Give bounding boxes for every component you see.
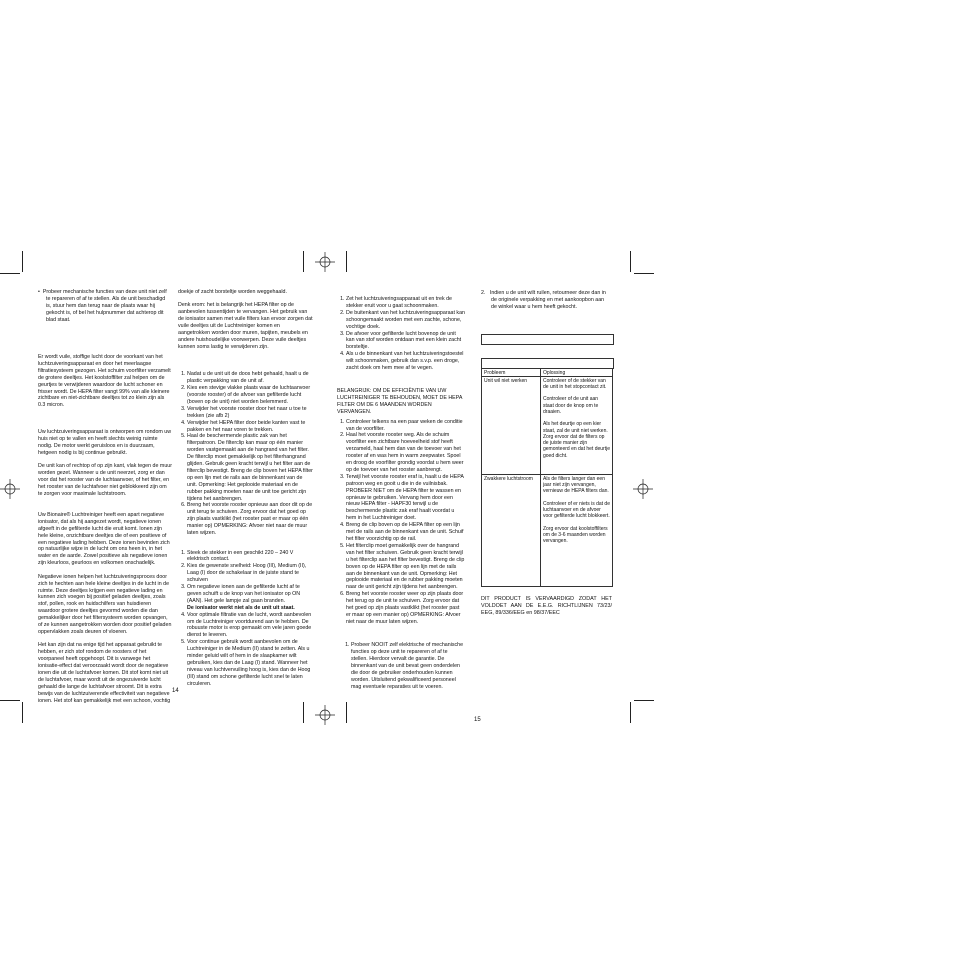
paragraph-ionizer: Uw Bionaire® Luchtreiniger heeft een apart negatieve ionisator, dat als hij aangezet wordt, negatieve ionen afgeeft in de gefilterde lucht die eruit komt. Ionen zijn hele kleine, onzichtbare deeltjes die of een positieve of een negatieve lading hebben. Deze ionen bevinden zich op natuurlijke wijze in de lucht om ons heen in, in het water en de aarde. Zowel positieve als negatieve ionen zijn kleurloos, geurloos en volkomen onschadelijk. bbox=[38, 511, 170, 567]
conformity-statement: DIT PRODUCT IS VERVAARDIGD ZODAT HET VOLDOET AAN DE E.E.G. RICHTLIJNEN 73/23/ EEG, 89/336/EEG en 98/37/EEC bbox=[481, 596, 612, 616]
service-list bbox=[337, 642, 465, 690]
warning-bullet: • Probeer mechanische functies van deze unit niet zelf te repareren of af te stellen. Als de unit beschadigd is, stuur hem dan terug naar de plaats waar hij gekocht is, of bel het hulpnummer dat achterop dit blad staat. bbox=[38, 289, 167, 323]
operation-list bbox=[178, 550, 313, 688]
problem-cell: Zwakkere luchtstroom bbox=[482, 475, 541, 587]
list-item: 6. Breng het voorste rooster weer op zijn plaats door het terug op de unit te schuiven. Zorg ervoor dat het goed op zijn plaats vastklikt (het rooster past er maar op een manier op) OPMERKING: Afvoer niet naar de muur laten wijzen. bbox=[346, 591, 465, 626]
list-item: 1. Steek de stekker in een geschikt 220 – 240 V elektrisch contact. bbox=[187, 550, 313, 564]
list-item: 1. Zet het luchtzuiveringsapparaat uit en trek de stekker eruit voor u gaat schoonmaken. bbox=[346, 296, 465, 310]
list-item: 4. Verwijder het HEPA filter door beide kanten vast te pakken en het naar voren te trekken. bbox=[187, 420, 313, 434]
paragraph-dust: Het kan zijn dat na enige tijd het apparaat gebruikt te hebben, er zich stof rondom de roosters of het voorpaneel heeft opgehoopt. Dit is vanwege het ionisatie-effect dat veroorzaakt wordt door de negatieve ionen die uit de luchtafvoer komen. Dit stof komt niet uit de luchtafvoer, maar wordt uit de ongezuiverde lucht gehaald die lange de luchtafvoer stroomt. Dit is extra bewijs van de luchtzuiverende effectiviteit van negatieve ionen. Het stof kan gemakkelijk met een schoon, vochtig bbox=[38, 642, 171, 704]
ionizer-warning: De ionisator werkt niet als de unit uit staat. bbox=[187, 604, 295, 611]
cleaning-list bbox=[337, 296, 465, 372]
right-column-1 bbox=[337, 296, 465, 697]
filter-list bbox=[337, 419, 465, 626]
list-item: 1. Nadat u de unit uit de doos hebt gehaald, haalt u de plastic verpakking van de unit af. bbox=[187, 371, 313, 385]
list-item: 4. Als u de binnenkant van het luchtzuiveringstoestel wilt schoonmaken, gebruik dan s.v.p. een droge, zacht doek om hem mee af te vegen. bbox=[346, 351, 465, 372]
page-number-right: 15 bbox=[474, 717, 481, 723]
setup-list bbox=[178, 371, 313, 537]
paragraph-cloth: doekje of zacht borsteltje worden weggehaald. bbox=[178, 289, 287, 295]
paragraph-placement: De unit kan of rechtop of op zijn kant, vlak tegen de muur worden gezet. Wanneer u de unit neerzet, zorg er dan voor dat het rooster van de luchtaanvoer, of het filter, en het rooster van de luchtafvoer niet geblokkeerd zijn om te zorgen voor maximale luchtstroom. bbox=[38, 462, 172, 497]
list-item: 4. Voor optimale filtratie van de lucht, wordt aanbevolen om de Luchtreiniger voortdurend aan te hebben. De robuuste motor is erop gemaakt om vele jaren goede dienst te leveren. bbox=[187, 612, 313, 640]
troubleshooting-table bbox=[481, 368, 613, 587]
list-item: 6. Breng het voorste rooster opnieuw aan door dit op de unit terug te schuiven. Zorg ervoor dat het goed op zijn plaats vastklikt (het rooster past er maar op één manier op) OPMERKING: Afvoer niet naar de muur laten wijzen. bbox=[187, 502, 313, 537]
list-item: 5. Haal de beschermende plastic zak van het filterpatroon. De filterclip kan maar op één manier worden vastgemaakt aan de hangrand van het filter. De filterclip moet gemakkelijk op het filterhangrand glijden. Gebruik geen kracht terwijl u het filter aan de filterclip bevestigt. Breng de clip boven het HEPA filter op een lijn met de rails aan de binnenkant van de unit. Opmerking: Het geplooide materiaal en de rubber pakking moeten naar de unit toe gericht zijn tijdens het aanbrengen. bbox=[187, 433, 313, 502]
list-item: 3. De afvoer voor gefilterde lucht bovenop de unit kan van stof worden ontdaan met een klein zacht borsteltje. bbox=[346, 331, 465, 352]
heading-box-empty bbox=[481, 334, 614, 345]
paragraph-design: Uw luchtzuiveringsapparaat is ontworpen om rondom uw huis niet op te vallen en heeft slechts weinig ruimte nodig. De motor werkt geruisloos en is duurzaam, hetgeen nodig is bij continue gebruikt. bbox=[38, 428, 172, 456]
list-item: 2. Kies een stevige vlakke plaats waar de luchtaanvoer (voorste rooster) of de afvoer van gefilterde lucht (boven op de unit) niet worden belemmerd. bbox=[187, 385, 313, 406]
list-item: 1. Probeer NOOIT zelf elektrische of mechanische functies op deze unit te repareren of af te stellen. Hierdoor vervalt de garantie. De binnenkant van de unit bevat geen onderdelen die door de gebruiker onderhouden kunnen worden. Uitsluitend gekwalificeerd personeel mag eventuele reparaties uit te voeren. bbox=[351, 642, 465, 690]
left-column-2 bbox=[178, 289, 313, 694]
registration-mark-top-icon bbox=[315, 252, 335, 272]
list-item: 5. Voor continue gebruik wordt aanbevolen om de Luchtreiniger in de Medium (II) stand te zetten. Als u minder geluid wilt of hem in de slaapkamer wilt gebruiken, kies dan de Laag (I) stand. Wanneer het niveau van luchtvervuiling hoog is, kies dan de Hoog (III) stand om schone gefilterde lucht snel te laten circuleren. bbox=[187, 639, 313, 687]
solution-cell: Controleer of de stekker van de unit in het stopcontact zit. Controleer of de unit aan staat door de knop om te draaien. Als het deurtje op een kier staat, zal de unit niet werken. Zorg ervoor dat de filters op de juiste manier zijn gemonteerd en dat het deurtje goed dicht. bbox=[541, 377, 613, 475]
table-header-row bbox=[482, 369, 613, 377]
list-item: 3. Terwijl het voorste rooster eraf is, haalt u de HEPA patroon weg en gooit u die in de vuilnisbak. PROBEER NIET om de HEPA filter te wassen en opnieuw te gebruiken. Vervang hem door een nieuw HEPA filter - HAPF30 terwijl u de beschermende plastic zak eraf haalt voordat u hem in het Luchtreiniger doet. bbox=[346, 474, 465, 522]
page-number-left: 14 bbox=[172, 688, 179, 694]
table-header: Oplossing bbox=[541, 369, 613, 377]
registration-mark-bottom-icon bbox=[315, 705, 335, 725]
registration-mark-right-icon bbox=[633, 479, 653, 499]
left-column-1 bbox=[38, 289, 172, 711]
return-item: 2. Indien u de unit wilt ruilen, retourneer deze dan in de originele verpakking en met aankoopbon aan de winkel waar u hem heeft gekocht. bbox=[481, 290, 606, 310]
important-notice: BELANGRIJK: OM DE EFFICIËNTIE VAN UW LUCHTREINIGER TE BEHOUDEN, MOET DE HEPA FILTER OM DE 6 MAANDEN WORDEN VERVANGEN. bbox=[337, 388, 463, 416]
list-item: 5. Het filterclip moet gemakkelijk over de hangrand van het filter schuiven. Gebruik geen kracht terwijl u het filterclip aan het filter bevestigt. Breng de clip boven op de HEPA filter op een lijn met de rails aan de binnenkant van de unit. Opmerking: Het geplooide materiaal en de rubber pakking moeten naar de unit gericht zijn tijdens het aanbrengen. bbox=[346, 543, 465, 591]
paragraph-filtration: Er wordt vuile, stoffige lucht door de voorkant van het luchtzuiveringsapparaat en door het meerlaagse filtratiesysteem gezogen. Het schuim voorfilter verzamelt de grotere deeltjes. Het koolstoffilter zal helpen om de geurtjes te verwijderen waardoor de lucht schoner en frisser wordt. De HEPA filter vangt 99% van alle kleinere zichtbare en niet-zichtbare deeltjes tot zo klein zijn als 0.3 micron. bbox=[38, 354, 171, 409]
paragraph-hepa-note: Denk erom: het is belangrijk het HEPA filter op de aanbevolen tussentijden te vervangen. Het gebruik van de ionisator samen met vuile filters kan ervoor zorgen dat vuile deeltjes uit de Luchtreiniger komen en aangetrokken worden door muren, tapijten, meubels en andere huishoudelijke voorwerpen. Deze vuile deeltjes kunnen soms lastig te verwijderen zijn. bbox=[178, 302, 313, 350]
table-row bbox=[482, 475, 613, 587]
list-item: 2. Haal het voorste rooster weg. Als de schuim voorfilter een zichtbare hoeveelheid stof heeft verzameld, haal hem dan van de toevoer van het rooster af en was hem in warm zeepwater. Spoel en droog de voorfilter grondig voordat u hem weer op de toevoer van het rooster aanbrengt. bbox=[346, 432, 465, 473]
table-header: Probleem bbox=[482, 369, 541, 377]
paragraph-negative-ions: Negatieve ionen helpen het luchtzuiveringsproces door zich te hechten aan hele kleine deeltjes in de lucht in de ruimte. Deze deeltjes krijgen een negatieve lading en kunnen zich voegen bij positief geladen deeltjes, zoals stof, pollen, rook en huidschilfers van huisdieren waardoor grotere deeltjes gevormd worden die dan gemakkelijker door het filtersysteem worden opvangen, of ze kunnen aangetrokken worden door positief geladen oppervlakken zoals deuren of vloeren. bbox=[38, 573, 172, 635]
list-item: 2. Kies de gewenste snelheid: Hoog (III), Medium (II), Laag (I) door de schakelaar in de juiste stand te schuiven bbox=[187, 563, 313, 584]
right-column-2 bbox=[481, 290, 611, 311]
list-item: 3. Verwijder het voorste rooster door het naar u toe te trekken (zie afb 2) bbox=[187, 406, 313, 420]
problem-cell: Unit wil niet werken bbox=[482, 377, 541, 475]
list-item: 2. De buitenkant van het luchtzuiveringsapparaat kan schoongemaakt worden met een zachte, schone, vochtige doek. bbox=[346, 310, 465, 331]
list-item: 4. Breng de clip boven op de HEPA filter op een lijn met de rails aan de binnenkant van de unit. Schuif het filter voorzichtig op de rail. bbox=[346, 522, 465, 543]
table-row bbox=[482, 377, 613, 475]
list-item: 3. Om negatieve ionen aan de gefilterde lucht af te geven schuift u de knop van het ionisator op ON (AAN). Het gele lampje zal gaan branden. De ionisator werkt niet als de unit uit staat. bbox=[187, 584, 313, 612]
list-item: 1. Controleer telkens na een paar weken de conditie van de voorfilter. bbox=[346, 419, 465, 433]
registration-mark-left-icon bbox=[0, 479, 20, 499]
solution-cell: Als de filters langer dan een jaar niet zijn vervangen, vernieuw de HEPA filters dan. Controleer of er niets is dat de luchtaanvoer en de afvoer voor gefilterde lucht blokkeert. Zorg ervoor dat koolstoffilters om de 3-6 maanden worden vervangen. bbox=[541, 475, 613, 587]
